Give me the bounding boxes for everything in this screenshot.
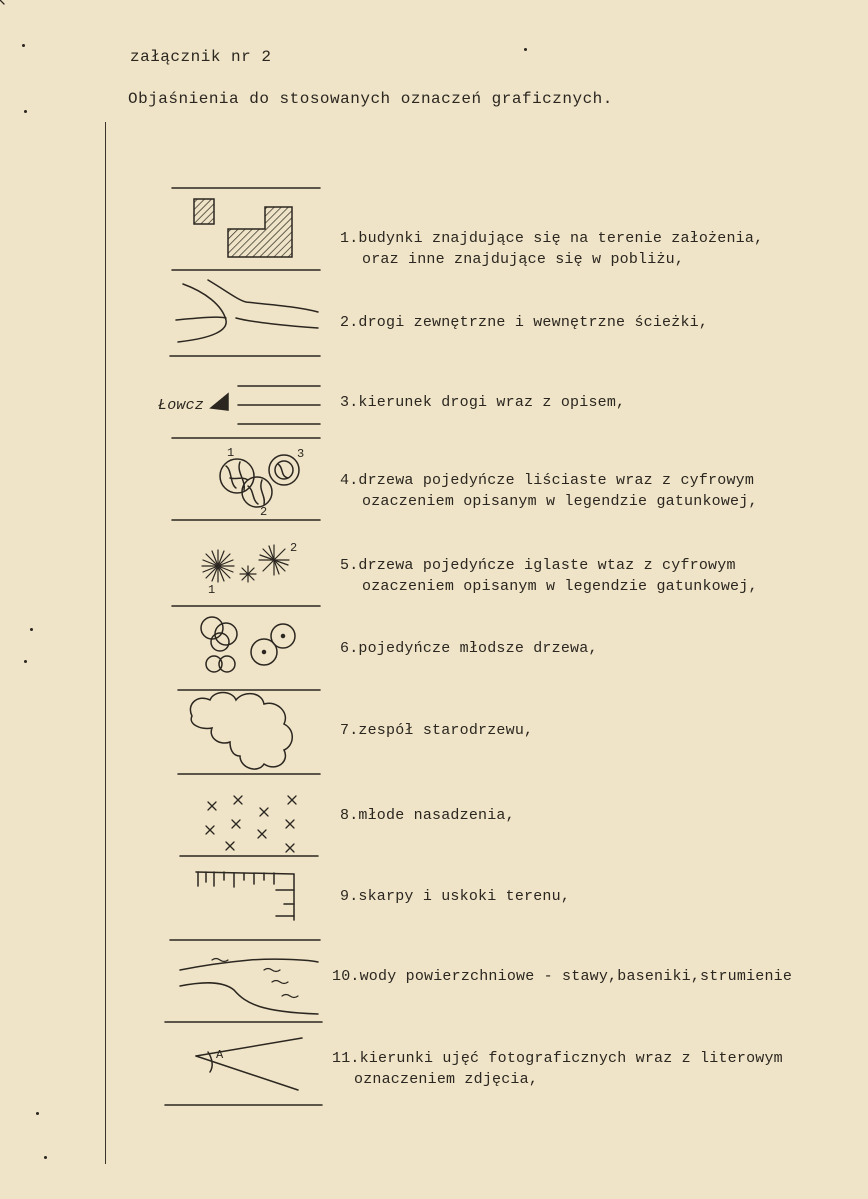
tree-number-3: 3 [297, 447, 305, 461]
legend-item-3-line-1: 3.kierunek drogi wraz z opisem, [340, 394, 626, 411]
buildings-icon [194, 199, 292, 257]
legend-item-10 [332, 966, 792, 987]
legend-item-4-line-1: 4.drzewa pojedyńcze liściaste wraz z cyfrowym [340, 472, 755, 489]
legend-item-4-line-2: ozaczeniem opisanym w legendzie gatunkowej, [362, 493, 758, 510]
legend-item-7-line-1: 7.zespół starodrzewu, [340, 722, 534, 739]
road-direction-icon [211, 386, 320, 424]
young-trees-icon [201, 617, 295, 672]
page-title: Objaśnienia do stosowanych oznaczeń graficznych. [128, 90, 613, 108]
conifer-number-2: 2 [290, 541, 298, 555]
legend-item-1-line-2: oraz inne znajdujące się w pobliżu, [362, 251, 685, 268]
scan-speck [24, 110, 27, 113]
scan-speck [30, 628, 33, 631]
legend-item-8-line-1: 8.młode nasadzenia, [340, 807, 515, 824]
legend-item-5-line-1: 5.drzewa pojedyńcze iglaste wtaz z cyfrowym [340, 557, 736, 574]
photo-direction-icon [196, 1038, 302, 1090]
photo-letter: A [216, 1048, 224, 1062]
surface-water-icon [180, 959, 318, 1015]
legend-item-5 [340, 555, 758, 597]
roads-icon [176, 280, 318, 342]
legend-item-1-line-1: 1.budynki znajdujące się na terenie założenia, [340, 230, 764, 247]
young-plantings-icon [0, 0, 296, 852]
legend-item-8 [340, 805, 515, 826]
legend-item-2 [340, 312, 708, 333]
legend-item-4 [340, 470, 758, 512]
scan-speck [44, 1156, 47, 1159]
annex-label: załącznik nr 2 [130, 48, 272, 66]
road-direction-label: Łowcz [158, 397, 205, 414]
legend-item-6 [340, 638, 598, 659]
legend-item-1 [340, 228, 763, 270]
coniferous-trees-icon [202, 545, 289, 582]
legend-item-9 [340, 886, 570, 907]
legend-item-3 [340, 392, 625, 413]
legend-item-5-line-2: ozaczeniem opisanym w legendzie gatunkowej, [362, 578, 758, 595]
conifer-number-1: 1 [208, 583, 216, 597]
scan-speck [524, 48, 527, 51]
escarpment-icon [196, 872, 294, 920]
scan-speck [24, 660, 27, 663]
legend-item-11-line-2: oznaczeniem zdjęcia, [354, 1071, 539, 1088]
separator-lines [165, 188, 322, 1105]
legend-item-10-line-1: 10.wody powierzchniowe - stawy,baseniki,strumienie [332, 968, 793, 985]
legend-item-11-line-1: 11.kierunki ujęć fotograficznych wraz z literowym [332, 1050, 783, 1067]
legend-item-6-line-1: 6.pojedyńcze młodsze drzewa, [340, 640, 598, 657]
legend-item-11 [332, 1048, 783, 1090]
old-tree-stand-icon [190, 693, 292, 770]
scan-speck [36, 1112, 39, 1115]
tree-number-1: 1 [227, 446, 235, 460]
legend-item-9-line-1: 9.skarpy i uskoki terenu, [340, 888, 571, 905]
legend-item-2-line-1: 2.drogi zewnętrzne i wewnętrzne ścieżki, [340, 314, 709, 331]
legend-item-7 [340, 720, 533, 741]
scan-speck [22, 44, 25, 47]
tree-number-2: 2 [260, 505, 268, 519]
